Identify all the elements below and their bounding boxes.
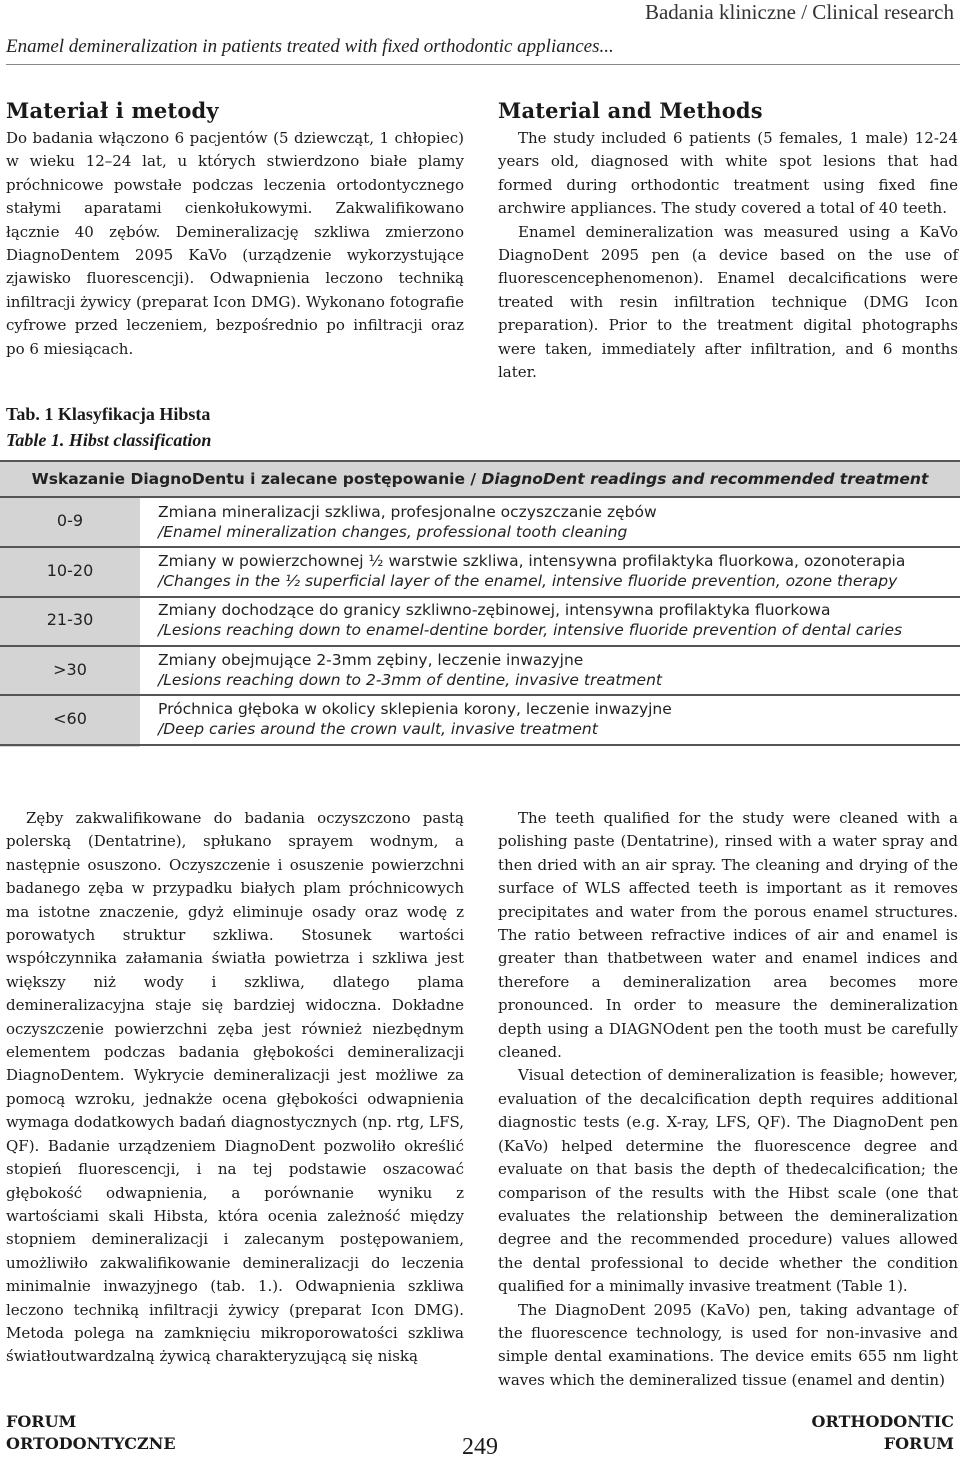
hibst-row-divider [0,645,960,647]
en-methods-heading: Material and Methods [498,98,763,123]
hibst-row-2 [158,600,948,640]
en-body-column [498,807,958,1392]
hibst-row-1-en: /Changes in the ½ superficial layer of the enamel, intensive fluoride prevention, ozone therapy [158,572,898,590]
hibst-row-1 [158,551,948,591]
hibst-row-1-pl: Zmiany w powierzchownej ½ warstwie szkliwa, intensywna profilaktyka fluorkowa, ozonoterapia [158,552,906,570]
pl-methods-paragraph: Do badania włączono 6 pacjentów (5 dziewcząt, 1 chłopiec) w wieku 12–24 lat, u których stwierdzono białe plamy próchnicowe powstałe podczas leczenia ortodontycznego stałymi aparatami cienkołukowymi. Zakwalifikowano łącznie 40 zębów. Demineralizację szkliwa zmierzono DiagnoDentem 2095 KaVo (urządzenie wykorzystujące zjawisko fluorescencji). Odwapnienia leczono techniką infiltracji żywicy (preparat Icon DMG). Wykonano fotografie cyfrowe przed leczeniem, bezpośrednio po infiltracji oraz po 6 miesiącach. [6,129,464,358]
hibst-row-2-pl: Zmiany dochodzące do granicy szkliwno-zębinowej, intensywna profilaktyka fluorkowa [158,601,831,619]
pl-body-column [6,807,464,1369]
hibst-table-bottom-rule [0,744,960,746]
journal-section-label: Badania kliniczne / Clinical research [644,0,954,24]
hibst-row-0-pl: Zmiana mineralizacji szkliwa, profesjonalne oczyszczanie zębów [158,503,657,521]
hibst-range-3: >30 [53,660,87,679]
hibst-table-header [0,460,960,498]
hibst-row-3-pl: Zmiany obejmujące 2-3mm zębiny, leczenie inwazyjne [158,651,584,669]
hibst-row-0-en: /Enamel mineralization changes, professional tooth cleaning [158,523,628,541]
footer-right-line-2: FORUM [883,1434,954,1453]
en-body-paragraph-1: The teeth qualified for the study were cleaned with a polishing paste (Dentatrine), rinsed with a water spray and then dried with an air spray. The cleaning and drying of the surface of WLS affected teeth is important as it removes precipitates and water from the porous enamel structures. The ratio between refractive indices of air and enamel is greater than thatbetween water and enamel indices and therefore a demineralization area becomes more pronounced. In order to measure the demineralization depth using a DIAGNOdent pen the tooth must be carefully cleaned. [498,809,958,1062]
hibst-row-4-en: /Deep caries around the crown vault, invasive treatment [158,720,598,738]
hibst-range-2: 21-30 [46,610,94,629]
hibst-row-divider [0,596,960,598]
en-body-paragraph-2: Visual detection of demineralization is feasible; however, evaluation of the decalcification depth requires additional diagnostic tests (e.g. X-ray, LFS, QF). The DiagnoDent pen (KaVo) helped determine the fluorescence degree and evaluate on that basis the depth of thedecalcification; the comparison of the results with the Hibst scale (one that evaluates the relationship between the demineralization degree and the recommended procedure) values allowed the dental professional to decide whether the condition qualified for a minimally invasive treatment (Table 1). [498,1066,958,1296]
page-number: 249 [462,1434,498,1460]
hibst-row-3-en: /Lesions reaching down to 2-3mm of dentine, invasive treatment [158,671,662,689]
header-rule [6,64,960,65]
hibst-range-4: <60 [53,709,87,728]
hibst-range-0: 0-9 [56,511,84,530]
en-methods-paragraph-2: Enamel demineralization was measured using a KaVo DiagnoDent 2095 pen (a device based on the use of fluorescencephenomenon). Enamel decalcifications were treated with resin infiltration technique (DMG Icon preparation). Prior to the treatment digital photographs were taken, immediately after infiltration, and 6 months later. [498,222,958,382]
running-title: Enamel demineralization in patients treated with fixed orthodontic appliances... [6,36,614,57]
hibst-range-1: 10-20 [46,561,94,580]
pl-body-paragraph: Zęby zakwalifikowane do badania oczyszczono pastą polerską (Dentatrine), spłukano sprayem wodnym, a następnie osuszono. Oczyszczenie i osuszenie powierzchni badanego zęba w przypadku białych plam próchnicowych ma istotne znaczenie, gdyż eliminuje osady oraz wodę z porowatych struktur szkliwa. Stosunek wartości współczynnika załamania światła powietrza i szkliwa jest większy niż wody i szkliwa, dlatego plama demineralizacyjna staje się bardziej widoczna. Dokładne oczyszczenie powierzchni zęba jest również niezbędnym elementem podczas badania głębokości demineralizacji DiagnoDentem. Wykrycie demineralizacji jest możliwe za pomocą wzroku, jednakże ocena głębokości odwapnienia wymaga dodatkowych badań diagnostycznych (np. rtg, LFS, QF). Badanie urządzeniem DiagnoDent pozwoliło określić stopień fluorescencji, i na tej podstawie oszacować głębokość odwapnienia, a porównanie wyniku z wartościami skali Hibsta, która ocenia zależność między stopniem demineralizacji i zalecanym postępowaniem, umożliwiło zakwalifikowanie demineralizacji do leczenia minimalnie inwazyjnego (tab. 1.). Odwapnienia szkliwa leczono techniką infiltracji żywicy (preparat Icon DMG). Metoda polega na zamknięciu mikroporowatości szkliwa światłoutwardzalną żywicą charakteryzującą się niską [6,809,464,1366]
en-body-paragraph-3: The DiagnoDent 2095 (KaVo) pen, taking advantage of the fluorescence technology, is used for non-invasive and simple dental examinations. The device emits 655 nm light waves which the demineralized tissue (enamel and dentin) [498,1300,958,1389]
footer-right-line-1: ORTHODONTIC [811,1412,954,1431]
en-methods-column [498,97,958,384]
table-caption-pl: Tab. 1 Klasyfikacja Hibsta [6,404,211,424]
hibst-header-en: DiagnoDent readings and recommended treatment [481,470,929,488]
hibst-row-4 [158,699,948,739]
hibst-row-2-en: /Lesions reaching down to enamel-dentine border, intensive fluoride prevention of dental caries [158,621,903,639]
hibst-row-4-pl: Próchnica głęboka w okolicy sklepienia korony, leczenie inwazyjne [158,700,672,718]
footer-journal-en [812,1411,954,1455]
hibst-table [0,460,960,747]
hibst-header-pl: Wskazanie DiagnoDentu i zalecane postępowanie / [31,470,482,488]
pl-methods-column [6,97,464,361]
hibst-row-3 [158,650,948,690]
en-methods-paragraph-1: The study included 6 patients (5 females, 1 male) 12-24 years old, diagnosed with white spot lesions that had formed during orthodontic treatment using fixed fine archwire appliances. The study covered a total of 40 teeth. [498,129,958,218]
hibst-row-0 [158,502,948,542]
footer-left-line-2: ORTODONTYCZNE [6,1434,176,1453]
pl-methods-heading: Materiał i metody [6,98,219,123]
table-caption-en: Table 1. Hibst classification [6,430,212,450]
hibst-row-divider [0,546,960,548]
hibst-row-divider [0,694,960,696]
footer-left-line-1: FORUM [6,1412,77,1431]
